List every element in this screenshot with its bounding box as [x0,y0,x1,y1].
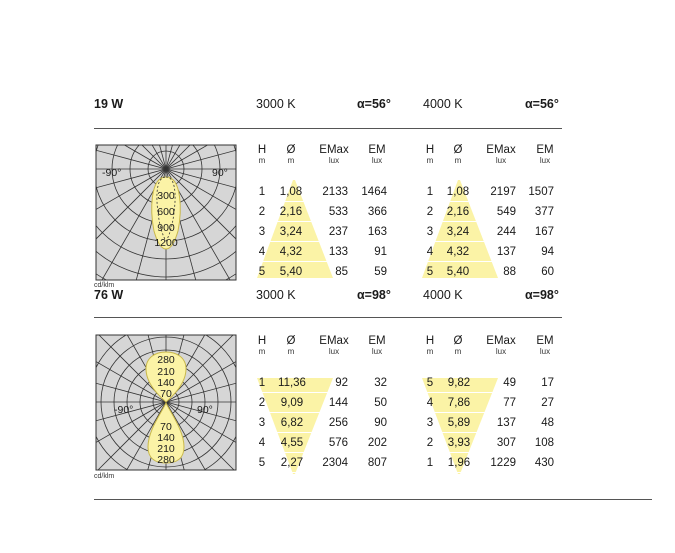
polar-diagram-76w [96,335,236,470]
s2-r-col-emax-unit: lux [495,347,507,356]
table-cell-em: 1507 [528,186,554,198]
s2-r-col-emax: EMax [486,335,516,347]
table-cell-emax: 237 [328,226,348,238]
table-cell-h: 4 [258,246,266,258]
ring-label-900: 900 [157,222,175,234]
table-cell-em: 94 [541,246,554,258]
table-cell-h: 2 [426,206,434,218]
table-cell-h: 3 [426,417,434,429]
table-cell-h: 3 [426,226,434,238]
table-cell-d: 5,89 [447,417,471,429]
cone-row-divider [420,452,500,453]
table-cell-d: 2,27 [280,457,304,469]
cone-row-divider [255,241,335,242]
ring-label-bottom-210: 210 [157,443,175,455]
cone-row-divider [420,261,500,262]
cone-row-divider [255,472,335,473]
table-cell-em: 163 [367,226,387,238]
s2-left-temp: 3000 K [256,288,296,302]
table-cell-d: 9,82 [447,377,471,389]
table-cell-h: 1 [258,186,266,198]
s1-unit-label: cd/klm [94,282,115,289]
s2-l-col-d-unit: m [287,347,295,356]
table-cell-d: 9,09 [280,397,304,409]
table-cell-emax: 77 [503,397,516,409]
cone-row-divider [420,472,500,473]
ring-label-1200: 1200 [154,237,178,249]
s1-l-col-em: EM [368,144,386,156]
s2-r-col-d: Ø [453,335,463,347]
table-cell-h: 5 [426,266,434,278]
table-cell-em: 27 [541,397,554,409]
table-cell-h: 1 [426,457,434,469]
table-cell-em: 59 [374,266,387,278]
table-cell-d: 1,08 [279,186,303,198]
cone-row-divider [255,392,335,393]
table-cell-em: 1464 [361,186,387,198]
s2-header-divider [94,317,562,318]
cone-row-divider [420,281,500,282]
s2-l-col-emax: EMax [319,335,349,347]
table-cell-emax: 1229 [490,457,516,469]
table-cell-em: 377 [534,206,554,218]
table-cell-emax: 576 [328,437,348,449]
table-cell-d: 2,16 [446,206,470,218]
ring-label-bottom-70: 70 [160,421,172,433]
power-19w: 19 W [94,97,124,111]
table-cell-emax: 92 [335,377,348,389]
s2-l-col-h-unit: m [258,347,266,356]
s1-l-col-emax: EMax [319,144,349,156]
s1-r-col-h: H [425,144,435,156]
angle-label-left: -90° [102,167,122,179]
s2-left-angle: α=98° [357,288,391,302]
cone-row-divider [255,201,335,202]
table-cell-emax: 533 [328,206,348,218]
ring-label-top-210: 210 [157,366,175,378]
s2-right-angle: α=98° [525,288,559,302]
s1-l-col-d: Ø [286,144,296,156]
table-cell-emax: 133 [328,246,348,258]
ring-label-600: 600 [157,206,175,218]
angle-label-right: 90° [212,167,228,179]
table-cell-d: 6,82 [280,417,304,429]
table-cell-em: 167 [534,226,554,238]
table-cell-d: 5,40 [446,266,470,278]
table-cell-h: 2 [258,206,266,218]
s2-l-col-d: Ø [286,335,296,347]
table-cell-em: 430 [534,457,554,469]
ring-label-top-140: 140 [157,377,175,389]
cone-row-divider [420,432,500,433]
s1-l-col-d-unit: m [287,156,295,165]
table-cell-d: 1,08 [446,186,470,198]
table-cell-h: 2 [258,397,266,409]
table-cell-d: 5,40 [279,266,303,278]
power-76w: 76 W [94,288,124,302]
s1-right-temp: 4000 K [423,97,463,111]
table-cell-d: 4,32 [279,246,303,258]
cone-row-divider [420,392,500,393]
table-cell-d: 4,55 [280,437,304,449]
s2-l-col-emax-unit: lux [328,347,340,356]
s1-r-col-em-unit: lux [539,156,551,165]
angle-label-left: -90° [114,404,134,416]
s2-r-col-em-unit: lux [539,347,551,356]
table-cell-h: 5 [258,457,266,469]
cone-row-divider [420,412,500,413]
s2-r-col-d-unit: m [454,347,462,356]
table-cell-d: 3,24 [446,226,470,238]
table-cell-h: 2 [426,437,434,449]
table-cell-emax: 88 [503,266,516,278]
ring-label-top-70: 70 [160,388,172,400]
s2-l-col-em: EM [368,335,386,347]
cone-row-divider [255,221,335,222]
table-cell-emax: 2133 [322,186,348,198]
table-cell-emax: 2197 [490,186,516,198]
s1-l-col-em-unit: lux [371,156,383,165]
s2-right-temp: 4000 K [423,288,463,302]
table-cell-emax: 244 [496,226,516,238]
s2-l-col-em-unit: lux [371,347,383,356]
s1-r-col-d: Ø [453,144,463,156]
cone-row-divider [420,201,500,202]
table-cell-d: 7,86 [447,397,471,409]
cone-row-divider [255,412,335,413]
s1-r-col-d-unit: m [454,156,462,165]
s1-right-angle: α=56° [525,97,559,111]
cone-row-divider [420,241,500,242]
table-cell-emax: 85 [335,266,348,278]
table-cell-em: 17 [541,377,554,389]
table-cell-emax: 137 [496,417,516,429]
s2-unit-label: cd/klm [94,473,115,480]
table-cell-h: 5 [258,266,266,278]
table-cell-em: 60 [541,266,554,278]
table-cell-d: 11,36 [278,377,306,389]
cone-row-divider [255,281,335,282]
bottom-divider [94,499,652,500]
ring-label-top-280: 280 [157,354,175,366]
s1-r-col-h-unit: m [426,156,434,165]
table-cell-emax: 2304 [322,457,348,469]
table-cell-h: 3 [258,417,266,429]
ring-label-bottom-280: 280 [157,454,175,466]
table-cell-em: 90 [374,417,387,429]
table-cell-em: 32 [374,377,387,389]
table-cell-d: 1,96 [447,457,471,469]
table-cell-emax: 49 [503,377,516,389]
cone-row-divider [255,261,335,262]
table-cell-d: 3,93 [447,437,471,449]
ring-label-300: 300 [157,190,175,202]
table-cell-h: 4 [258,437,266,449]
s1-left-angle: α=56° [357,97,391,111]
s1-r-col-emax: EMax [486,144,516,156]
cone-row-divider [255,452,335,453]
table-cell-h: 4 [426,246,434,258]
cone-row-divider [420,221,500,222]
s2-r-col-h: H [425,335,435,347]
table-cell-em: 91 [374,246,387,258]
table-cell-em: 50 [374,397,387,409]
angle-label-right: 90° [197,404,213,416]
ring-label-bottom-140: 140 [157,432,175,444]
table-cell-em: 366 [367,206,387,218]
table-cell-emax: 137 [496,246,516,258]
table-cell-em: 48 [541,417,554,429]
table-cell-em: 202 [367,437,387,449]
polar-diagram-19w [96,145,236,280]
s1-r-col-em: EM [536,144,554,156]
s1-l-col-h: H [257,144,267,156]
s1-l-col-emax-unit: lux [328,156,340,165]
table-cell-em: 108 [534,437,554,449]
cone-row-divider [255,432,335,433]
table-cell-emax: 549 [496,206,516,218]
table-cell-emax: 256 [328,417,348,429]
s2-r-col-em: EM [536,335,554,347]
s1-l-col-h-unit: m [258,156,266,165]
table-cell-emax: 307 [496,437,516,449]
s2-r-col-h-unit: m [426,347,434,356]
s1-left-temp: 3000 K [256,97,296,111]
table-cell-d: 3,24 [279,226,303,238]
table-cell-h: 3 [258,226,266,238]
table-cell-h: 5 [426,377,434,389]
table-cell-d: 2,16 [279,206,303,218]
table-cell-h: 4 [426,397,434,409]
s1-r-col-emax-unit: lux [495,156,507,165]
table-cell-h: 1 [258,377,266,389]
s2-l-col-h: H [257,335,267,347]
table-cell-em: 807 [367,457,387,469]
s1-header-divider [94,128,562,129]
table-cell-emax: 144 [328,397,348,409]
table-cell-h: 1 [426,186,434,198]
table-cell-d: 4,32 [446,246,470,258]
